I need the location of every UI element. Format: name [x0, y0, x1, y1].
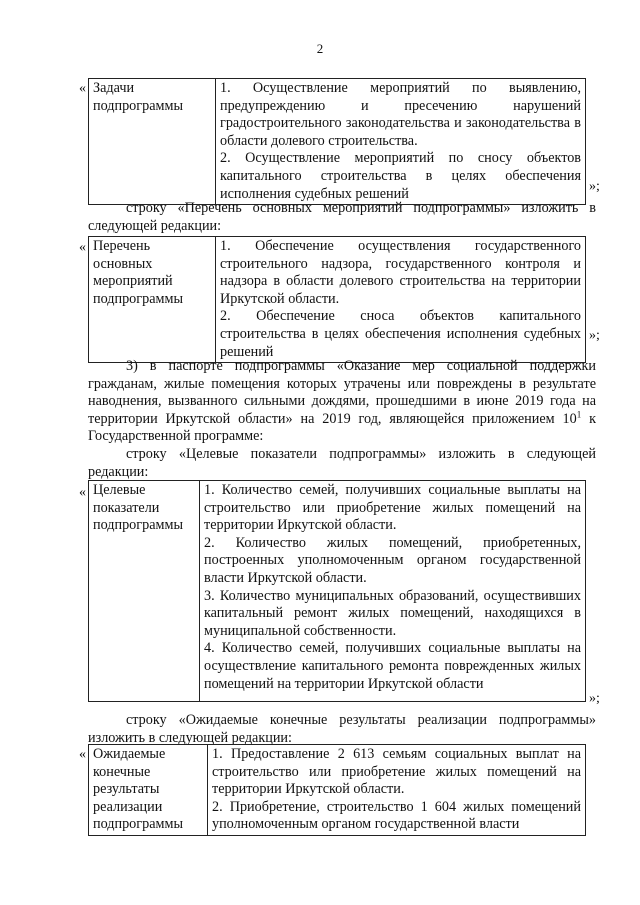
paragraph: строку «Целевые показатели подпрограммы» изложить в следующей редакции: [88, 446, 596, 480]
table-cell-content [208, 745, 586, 836]
list-item: 3. Количество муниципальных образований, осуществивших капитальный ремонт жилых помещений, находящихся в муниципальной собственности. [204, 587, 581, 639]
paragraph-text: к Государственной программе: [88, 410, 596, 445]
close-quote: »; [589, 179, 600, 194]
superscript: 1 [576, 409, 582, 420]
paragraph: строку «Ожидаемые конечные результаты реализации подпрограммы» изложить в следующей редакции: [88, 712, 596, 746]
table-results [88, 744, 586, 836]
table-cell-label: Задачи подпрограммы [89, 79, 216, 205]
table-cell-content [216, 237, 586, 363]
list-item: 1. Количество семей, получивших социальные выплаты на строительство или приобретение жилых помещений на территории Иркутской области. [204, 482, 581, 534]
table-cell-label: Ожидаемые конечные результаты реализации подпрограммы [89, 745, 208, 836]
paragraph [88, 358, 596, 446]
table-activities [88, 236, 586, 363]
open-quote: « [79, 81, 86, 96]
list-item: 1. Обеспечение осуществления государственного строительного надзора, государственного контроля и надзора в области долевого строительства на территории Иркутской области. [220, 238, 581, 307]
list-item: 1. Осуществление мероприятий по выявлению, предупреждению и пресечению нарушений градостроительного законодательства и законодательства в области долевого строительства. [220, 80, 581, 149]
table-targets [88, 480, 586, 702]
close-quote: »; [589, 328, 600, 343]
list-item: 2. Количество жилых помещений, приобретенных, построенных уполномоченным органом государственной власти Иркутской области. [204, 534, 581, 586]
table-cell-label: Целевые показатели подпрограммы [89, 481, 200, 702]
page-number: 2 [316, 41, 324, 56]
list-item: 2. Приобретение, строительство 1 604 жилых помещений уполномоченным органом государственной власти [212, 798, 581, 833]
paragraph: строку «Перечень основных мероприятий подпрограммы» изложить в следующей редакции: [88, 200, 596, 234]
list-item: 4. Количество семей, получивших социальные выплаты на осуществление капитального ремонта поврежденных жилых помещений на территории Иркутской области [204, 640, 581, 692]
list-item: 2. Обеспечение сноса объектов капитального строительства в целях обеспечения исполнения судебных решений [220, 308, 581, 360]
table-cell-content [216, 79, 586, 205]
open-quote: « [79, 240, 86, 255]
open-quote: « [79, 747, 86, 762]
table-tasks [88, 78, 586, 205]
paragraph-text: 3) в паспорте подпрограммы «Оказание мер социальной поддержки гражданам, жилые помещения которых утрачены или повреждены в результате наводнения, вызванного сильными дождями, прошедшими в июне 2019 года на территории Иркутской области» на 2019 год, являющейся приложением 10 [88, 358, 596, 427]
list-item: 2. Осуществление мероприятий по сносу объектов капитального строительства в целях обеспечения исполнения судебных решений [220, 150, 581, 202]
close-quote: »; [589, 691, 600, 706]
open-quote: « [79, 485, 86, 500]
list-item: 1. Предоставление 2 613 семьям социальных выплат на строительство или приобретение жилых помещений на территории Иркутской области. [212, 746, 581, 798]
table-cell-label: Перечень основных мероприятий подпрограммы [89, 237, 216, 363]
table-cell-content [200, 481, 586, 702]
